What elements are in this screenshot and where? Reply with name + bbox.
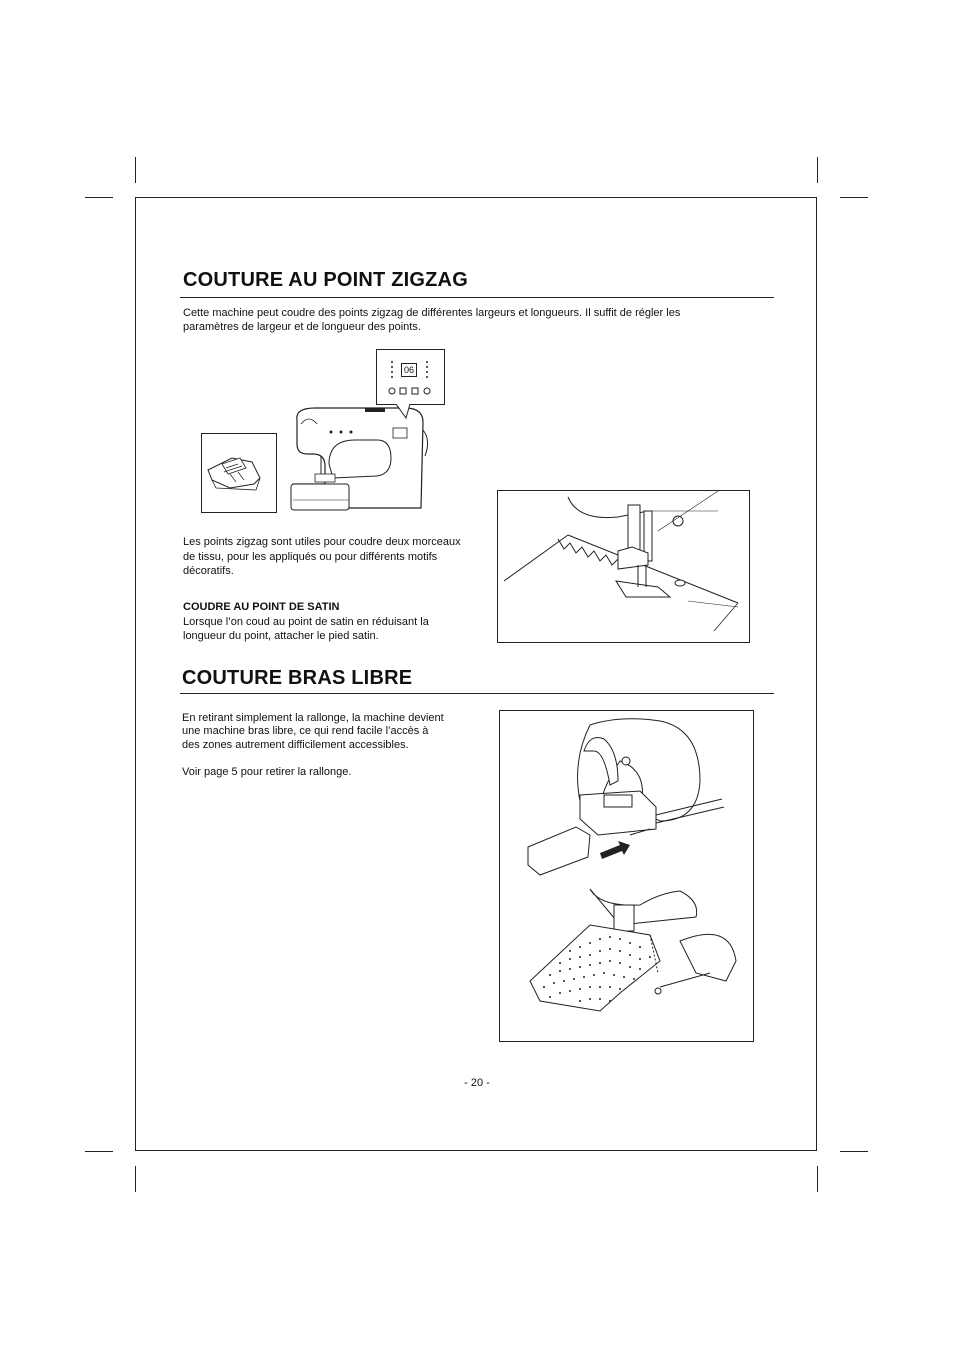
crop-mark <box>135 1166 136 1192</box>
crop-mark <box>85 1151 113 1152</box>
title-rule <box>180 693 774 694</box>
free-arm-line-1: En retirant simplement la rallonge, la machine devient <box>182 712 444 724</box>
stitch-display-value: 06 <box>403 365 414 375</box>
stitch-display <box>401 363 417 377</box>
intro-line-2: paramètres de largeur et de longueur des points. <box>183 321 421 333</box>
crop-mark <box>840 197 868 198</box>
presser-foot-illustration <box>201 433 277 513</box>
page-number: - 20 - <box>464 1077 490 1089</box>
satin-line-2: longueur du point, attacher le pied satin. <box>183 630 379 642</box>
crop-mark <box>817 1166 818 1192</box>
crop-mark <box>840 1151 868 1152</box>
free-arm-note: Voir page 5 pour retirer la rallonge. <box>182 766 352 778</box>
callout-pointer <box>396 404 416 424</box>
intro-line-1: Cette machine peut coudre des points zigzag de différentes largeurs et longueurs. Il suffit de régler les <box>183 307 681 319</box>
crop-mark <box>135 157 136 183</box>
section-title-free-arm: COUTURE BRAS LIBRE <box>182 667 413 689</box>
section-title-zigzag: COUTURE AU POINT ZIGZAG <box>183 269 468 291</box>
uses-line-3: décoratifs. <box>183 565 234 577</box>
satin-line-1: Lorsque l’on coud au point de satin en réduisant la <box>183 616 429 628</box>
crop-mark <box>85 197 113 198</box>
control-panel-zoom <box>376 349 445 405</box>
zigzag-stitch-illustration <box>497 490 750 643</box>
free-arm-line-3: des zones autrement difficilement accessibles. <box>182 739 409 751</box>
uses-line-2: de tissu, pour les appliqués ou pour différents motifs <box>183 551 438 563</box>
free-arm-line-2: une machine bras libre, ce qui rend facile l’accès à <box>182 725 429 737</box>
uses-line-1: Les points zigzag sont utiles pour coudre deux morceaux <box>183 536 461 548</box>
title-rule <box>180 297 774 298</box>
crop-mark <box>817 157 818 183</box>
satin-heading: COUDRE AU POINT DE SATIN <box>183 601 340 613</box>
free-arm-illustration <box>499 710 754 1042</box>
